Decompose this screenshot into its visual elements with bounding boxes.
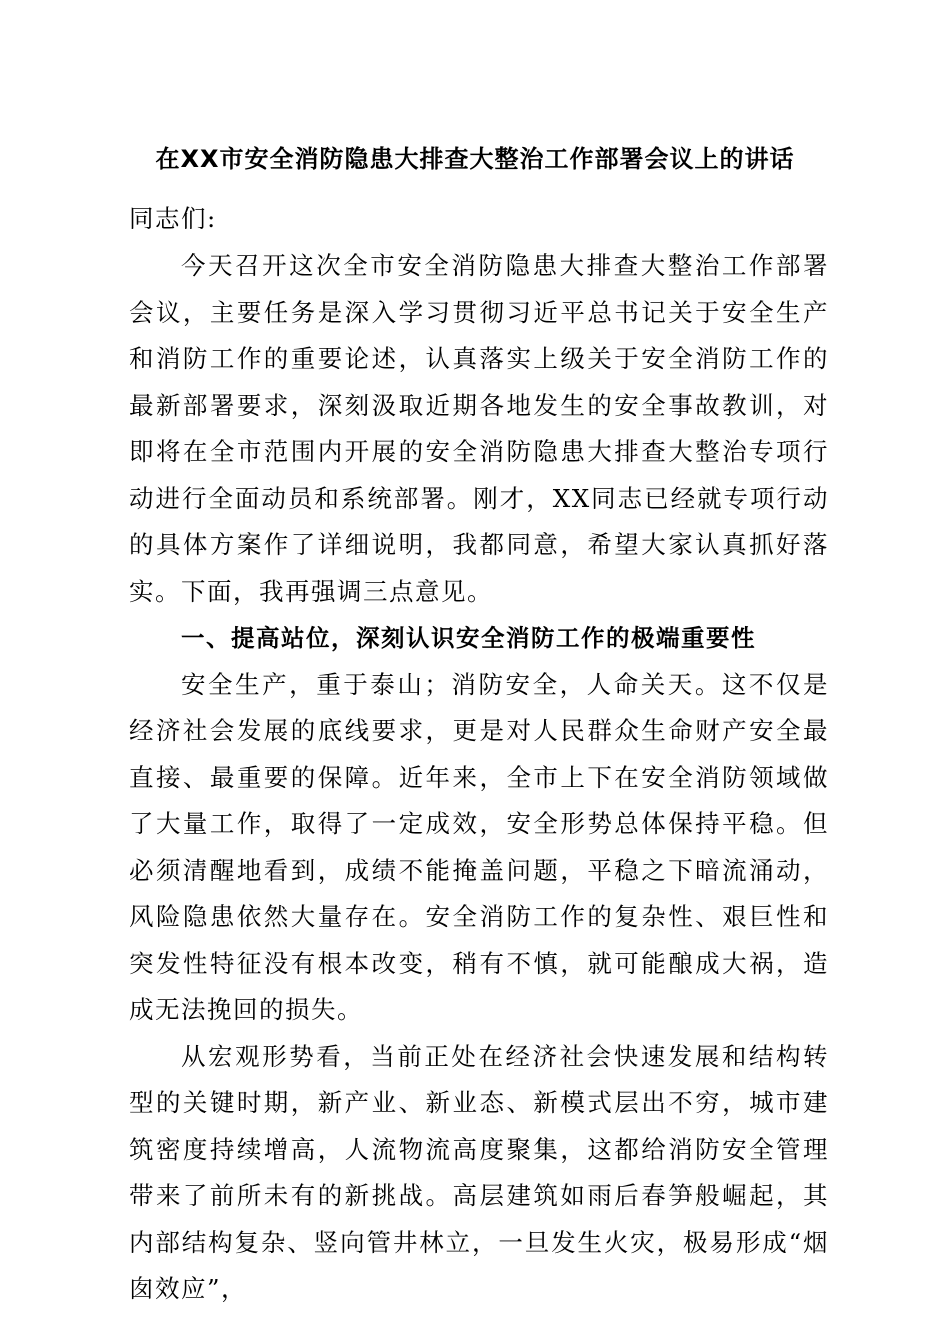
salutation: 同志们: xyxy=(129,204,217,233)
section-heading: 一、提高站位，深刻认识安全消防工作的极端重要性 xyxy=(181,624,756,652)
section-paragraph-1: 安全生产，重于泰山；消防安全，人命关天。这不仅是经济社会发展的底线要求，更是对人民群众生命财产安全最直接、最重要的保障。近年来，全市上下在安全消防领域做了大量工作，取得了一定成效，安全形势总体保持平稳。但必须清醒地看到，成绩不能掩盖问题，平稳之下暗流涌动，风险隐患依然大量存在。安全消防工作的复杂性、艰巨性和突发性特征没有根本改变，稍有不慎，就可能酿成大祸，造成无法挽回的损失。 xyxy=(129,669,829,1024)
section-paragraph-2: 从宏观形势看，当前正处在经济社会快速发展和结构转型的关键时期，新产业、新业态、新模式层出不穷，城市建筑密度持续增高，人流物流高度聚集，这都给消防安全管理带来了前所未有的新挑战。高层建筑如雨后春笋般崛起，其内部结构复杂、竖向管井林立，一旦发生火灾，极易形成“烟囱效应”， xyxy=(129,1041,829,1303)
intro-paragraph: 今天召开这次全市安全消防隐患大排查大整治工作部署会议，主要任务是深入学习贯彻习近平总书记关于安全生产和消防工作的重要论述，认真落实上级关于安全消防工作的最新部署要求，深刻汲取近期各地发生的安全事故教训，对即将在全市范围内开展的安全消防隐患大排查大整治专项行动进行全面动员和系统部署。刚才，XX同志已经就专项行动的具体方案作了详细说明，我都同意，希望大家认真抓好落实。下面，我再强调三点意见。 xyxy=(129,251,829,606)
document-body xyxy=(129,243,829,1313)
document-title: 在XX市安全消防隐患大排查大整治工作部署会议上的讲话 xyxy=(155,145,795,173)
